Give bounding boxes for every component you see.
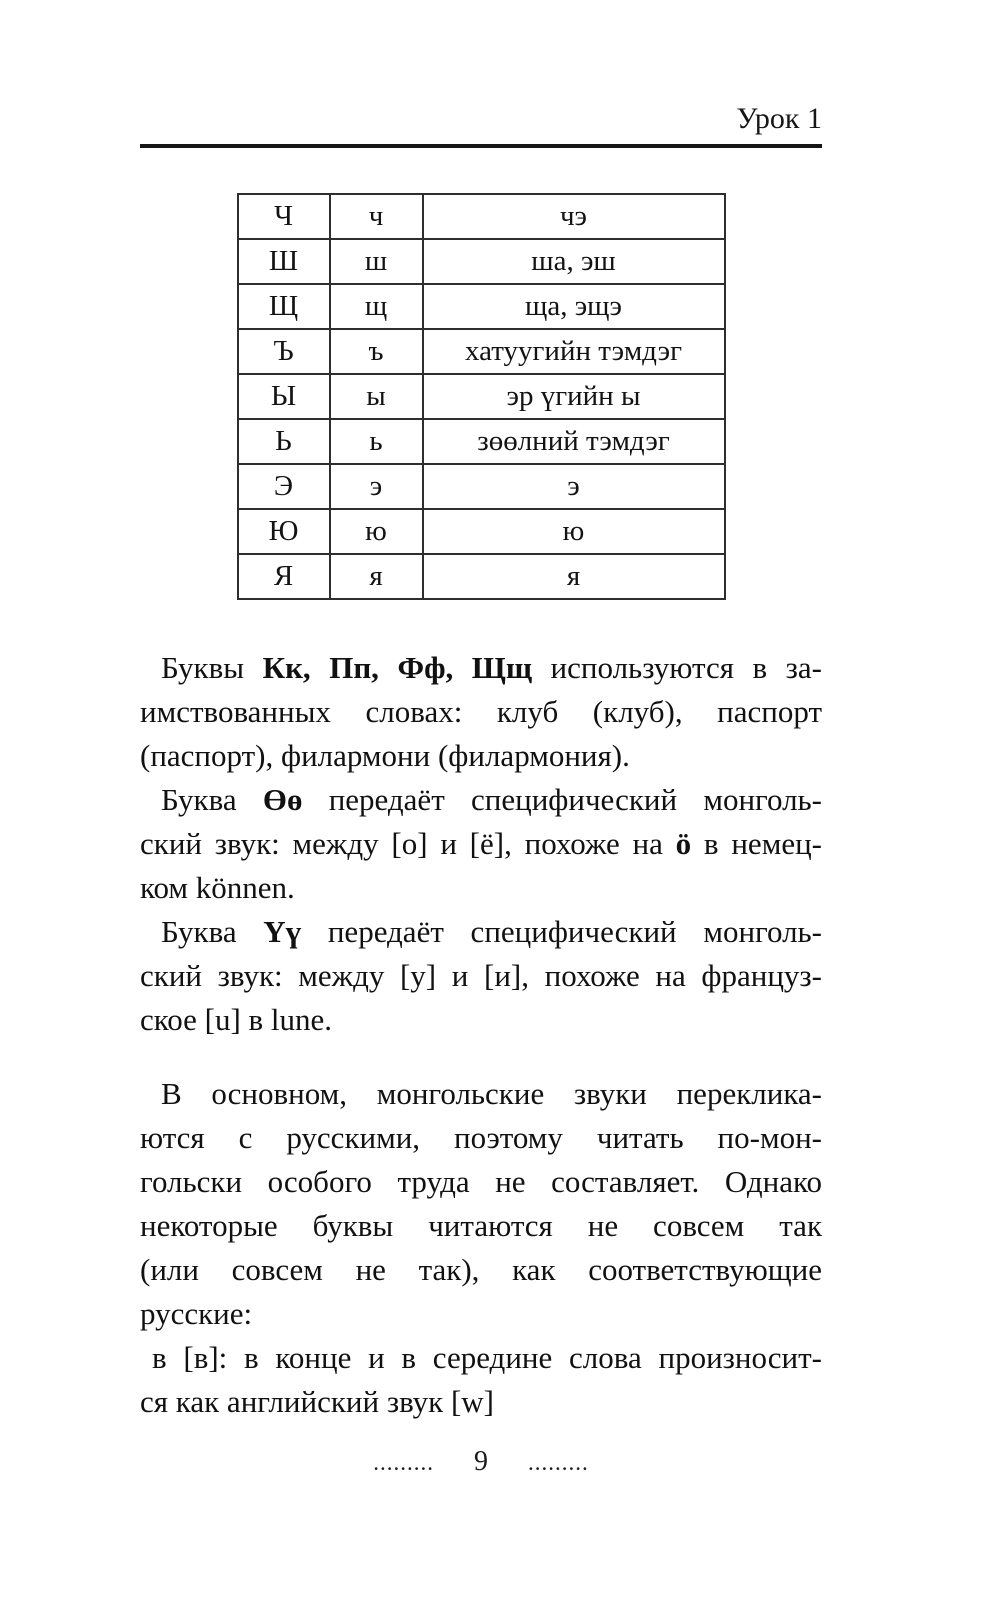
alphabet-table bbox=[237, 193, 726, 600]
text-segment: передаёт специфический монголь- bbox=[302, 782, 822, 817]
running-header bbox=[140, 0, 822, 135]
bold-letters: Кк, Пп, Фф, Щщ bbox=[262, 650, 533, 685]
cell-letter-name: ща, эщэ bbox=[423, 284, 725, 329]
bold-letters: Үү bbox=[263, 914, 302, 949]
bold-letters: Өө bbox=[262, 782, 303, 817]
cell-letter-name: хатуугийн тэмдэг bbox=[423, 329, 725, 374]
cell-uppercase: Ь bbox=[238, 419, 330, 464]
table-row bbox=[238, 194, 725, 239]
paragraph-letter-v bbox=[140, 1336, 822, 1424]
text-line: русские: bbox=[140, 1296, 253, 1331]
text-line: ский звук: между [у] и [и], похоже на француз- bbox=[140, 958, 822, 993]
cell-lowercase: ы bbox=[330, 374, 423, 419]
paragraph-letter-oe bbox=[140, 778, 822, 910]
text-line bbox=[140, 646, 822, 690]
text-line: имствованных словах: клуб (клуб), паспорт bbox=[140, 694, 822, 729]
text-line: (или совсем не так), как соответствующие bbox=[140, 1252, 822, 1287]
cell-lowercase: ш bbox=[330, 239, 423, 284]
cell-letter-name: э bbox=[423, 464, 725, 509]
text-line: В основном, монгольские звуки переклика- bbox=[161, 1076, 822, 1111]
text-line: в [в]: в конце и в середине слова произносит- bbox=[152, 1340, 822, 1375]
cell-lowercase: э bbox=[330, 464, 423, 509]
cell-lowercase: ъ bbox=[330, 329, 423, 374]
page-footer bbox=[140, 1445, 822, 1480]
cell-uppercase: Э bbox=[238, 464, 330, 509]
paragraph-borrowed-letters bbox=[140, 646, 822, 778]
page-number: 9 bbox=[474, 1446, 488, 1477]
cell-letter-name: эр үгийн ы bbox=[423, 374, 725, 419]
cell-uppercase: Ъ bbox=[238, 329, 330, 374]
footer-dots-left: ......... bbox=[373, 1450, 434, 1475]
cell-lowercase: ь bbox=[330, 419, 423, 464]
cell-uppercase: Щ bbox=[238, 284, 330, 329]
paragraph-sounds-overview bbox=[140, 1072, 822, 1336]
cell-uppercase: Ы bbox=[238, 374, 330, 419]
text-segment: Буква bbox=[161, 782, 263, 817]
cell-lowercase: щ bbox=[330, 284, 423, 329]
text-segment: в немец- bbox=[691, 826, 822, 861]
table-row bbox=[238, 509, 725, 554]
text-segment: Буква bbox=[161, 914, 264, 949]
table-row bbox=[238, 239, 725, 284]
text-line: некоторые буквы читаются не совсем так bbox=[140, 1208, 822, 1243]
cell-letter-name: чэ bbox=[423, 194, 725, 239]
cell-uppercase: Ю bbox=[238, 509, 330, 554]
table-row bbox=[238, 554, 725, 599]
cell-letter-name: ша, эш bbox=[423, 239, 725, 284]
table-row bbox=[238, 329, 725, 374]
bold-letters: ö bbox=[675, 826, 692, 861]
cell-uppercase: Я bbox=[238, 554, 330, 599]
cell-letter-name: ю bbox=[423, 509, 725, 554]
cell-lowercase: я bbox=[330, 554, 423, 599]
text-line: гольски особого труда не составляет. Однако bbox=[140, 1164, 822, 1199]
header-rule bbox=[140, 144, 822, 148]
text-line: ское [u] в lune. bbox=[140, 1002, 333, 1037]
cell-uppercase: Ш bbox=[238, 239, 330, 284]
text-line bbox=[140, 778, 822, 822]
cell-letter-name: зөөлний тэмдэг bbox=[423, 419, 725, 464]
text-line: ся как английский звук [w] bbox=[140, 1384, 494, 1419]
lesson-title: Урок 1 bbox=[736, 102, 822, 135]
text-segment: Буквы bbox=[161, 650, 263, 685]
text-line bbox=[140, 910, 822, 954]
body-text bbox=[140, 646, 822, 1424]
footer-dots-right: ......... bbox=[528, 1450, 589, 1475]
paragraph-letter-ue bbox=[140, 910, 822, 1042]
cell-uppercase: Ч bbox=[238, 194, 330, 239]
cell-lowercase: ч bbox=[330, 194, 423, 239]
text-line: (паспорт), филармони (филармония). bbox=[140, 738, 630, 773]
cell-letter-name: я bbox=[423, 554, 725, 599]
text-line: ются с русскими, поэтому читать по-мон- bbox=[140, 1120, 822, 1155]
text-line bbox=[140, 822, 822, 866]
text-segment: ский звук: между [о] и [ё], похоже на bbox=[140, 826, 676, 861]
text-line: ком können. bbox=[140, 870, 295, 905]
table-row bbox=[238, 374, 725, 419]
text-segment: передаёт специфический монголь- bbox=[301, 914, 823, 949]
table-row bbox=[238, 419, 725, 464]
text-segment: используются в за- bbox=[532, 650, 822, 685]
table-row bbox=[238, 284, 725, 329]
cell-lowercase: ю bbox=[330, 509, 423, 554]
table-row bbox=[238, 464, 725, 509]
